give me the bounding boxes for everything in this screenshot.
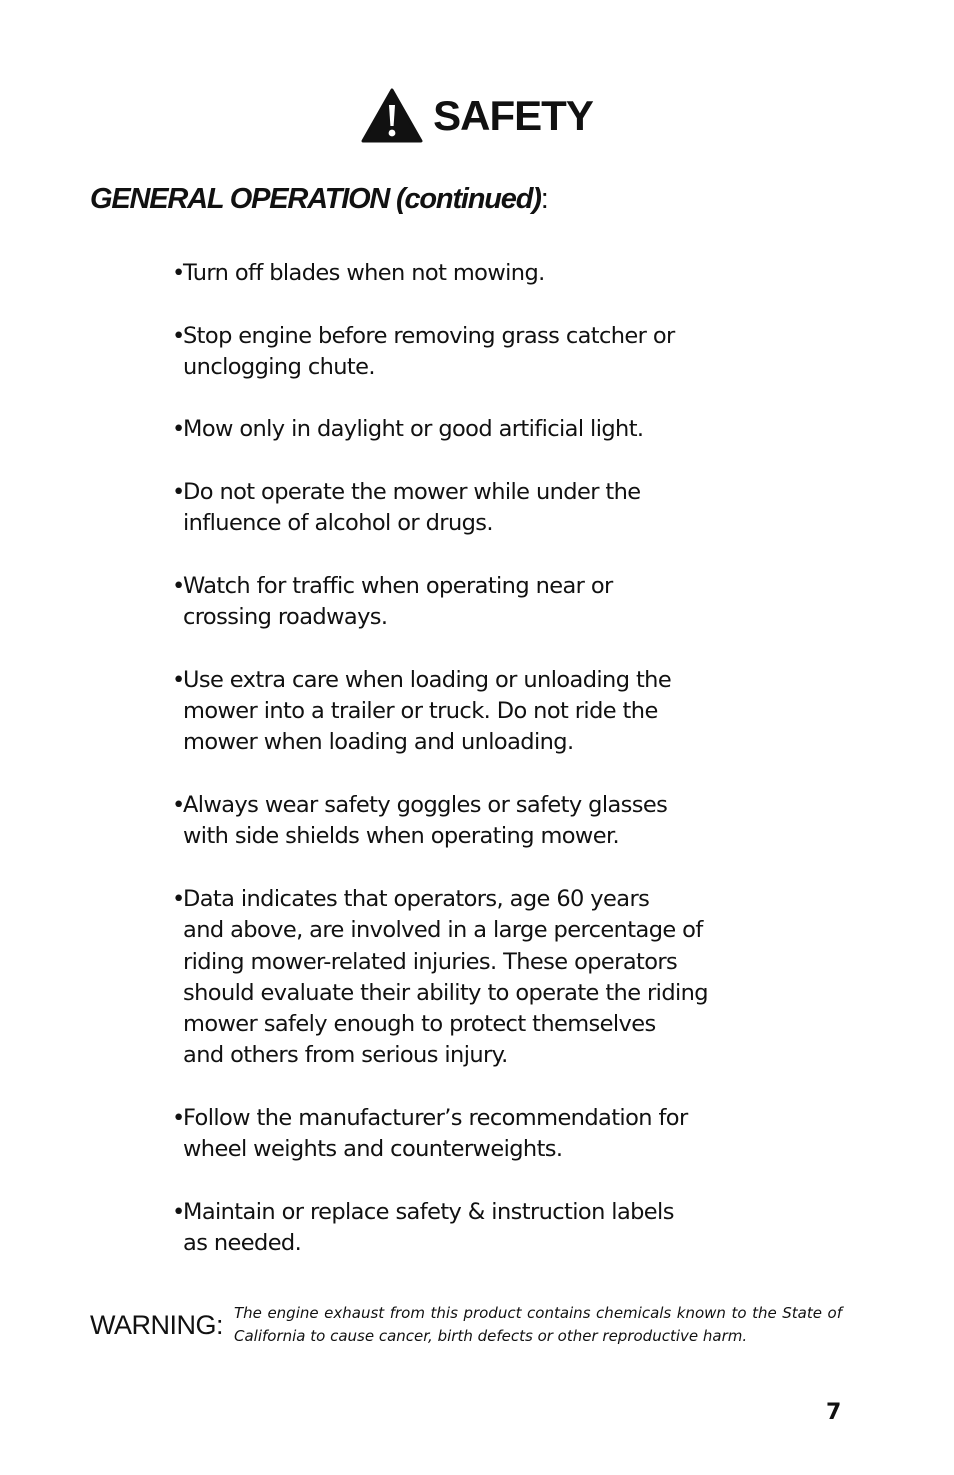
bullet-line: crossing roadways. <box>183 604 388 631</box>
bullet-line: Use extra care when loading or unloading the <box>183 666 672 693</box>
bullet-line: Data indicates that operators, age 60 years <box>183 885 650 912</box>
bullet-line: as needed. <box>183 1230 302 1257</box>
bullet-marker: • <box>172 666 185 693</box>
page-title: SAFETY <box>433 92 593 139</box>
bullet-item <box>172 414 772 445</box>
bullet-text <box>183 1197 772 1260</box>
bullet-marker: • <box>172 260 185 286</box>
bullet-item <box>172 571 772 634</box>
bullet-marker: • <box>172 1198 185 1225</box>
bullet-line: riding mower-related injuries. These operators <box>183 948 678 975</box>
bullet-marker: • <box>172 479 185 506</box>
warning-block <box>90 1302 842 1348</box>
bullet-line: and above, are involved in a large percentage of <box>183 917 703 944</box>
bullet-line: and others from serious injury. <box>183 1042 508 1069</box>
bullet-line: Follow the manufacturer’s recommendation for <box>183 1105 688 1132</box>
bullet-line: mower when loading and unloading. <box>183 729 574 756</box>
bullet-line: should evaluate their ability to operate the riding <box>183 979 708 1006</box>
bullet-text <box>183 571 772 634</box>
page-number: 7 <box>826 1400 842 1425</box>
bullet-item <box>172 258 772 289</box>
section-heading <box>90 182 548 217</box>
bullet-text <box>183 321 772 384</box>
bullet-text <box>183 884 772 1072</box>
bullet-line: Watch for traffic when operating near or <box>183 572 613 599</box>
bullet-line: mower safely enough to protect themselves <box>183 1011 656 1038</box>
warning-triangle-icon <box>361 88 423 144</box>
header-inner <box>361 88 593 144</box>
bullet-line: Maintain or replace safety & instruction labels <box>183 1198 674 1225</box>
bullet-item <box>172 790 772 853</box>
bullet-text <box>183 414 772 445</box>
bullet-line: mower into a trailer or truck. Do not ride the <box>183 698 658 725</box>
page-header <box>0 88 954 144</box>
bullet-item <box>172 477 772 540</box>
bullet-line: unclogging chute. <box>183 353 375 380</box>
bullet-marker: • <box>172 792 185 819</box>
bullet-item <box>172 1197 772 1260</box>
bullet-marker: • <box>172 572 185 599</box>
bullet-item <box>172 884 772 1072</box>
bullet-text <box>183 477 772 540</box>
safety-bullet-list <box>172 258 772 1291</box>
bullet-marker: • <box>172 322 185 349</box>
bullet-text <box>183 1103 772 1166</box>
bullet-line: Stop engine before removing grass catcher or <box>183 322 675 349</box>
bullet-line: wheel weights and counterweights. <box>183 1136 563 1163</box>
bullet-line: influence of alcohol or drugs. <box>183 510 493 537</box>
bullet-marker: • <box>172 885 185 912</box>
bullet-line: Mow only in daylight or good artificial light. <box>183 416 644 443</box>
bullet-text <box>183 665 772 759</box>
bullet-text <box>183 790 772 853</box>
warning-label: WARNING: <box>90 1309 223 1340</box>
warning-text: The engine exhaust from this product contains chemicals known to the State of California to cause cancer, birth defects or other reproductive harm. <box>234 1304 842 1345</box>
bullet-item <box>172 1103 772 1166</box>
bullet-text <box>183 258 772 289</box>
bullet-marker: • <box>172 1105 185 1132</box>
bullet-line: with side shields when operating mower. <box>183 823 620 850</box>
bullet-line: Turn off blades when not mowing. <box>183 260 545 286</box>
bullet-line: Do not operate the mower while under the <box>183 479 641 506</box>
section-heading-text: GENERAL OPERATION (continued) <box>90 183 541 215</box>
bullet-item <box>172 321 772 384</box>
section-heading-colon: : <box>540 183 548 215</box>
bullet-marker: • <box>172 416 185 443</box>
bullet-item <box>172 665 772 759</box>
bullet-line: Always wear safety goggles or safety glasses <box>183 792 668 819</box>
